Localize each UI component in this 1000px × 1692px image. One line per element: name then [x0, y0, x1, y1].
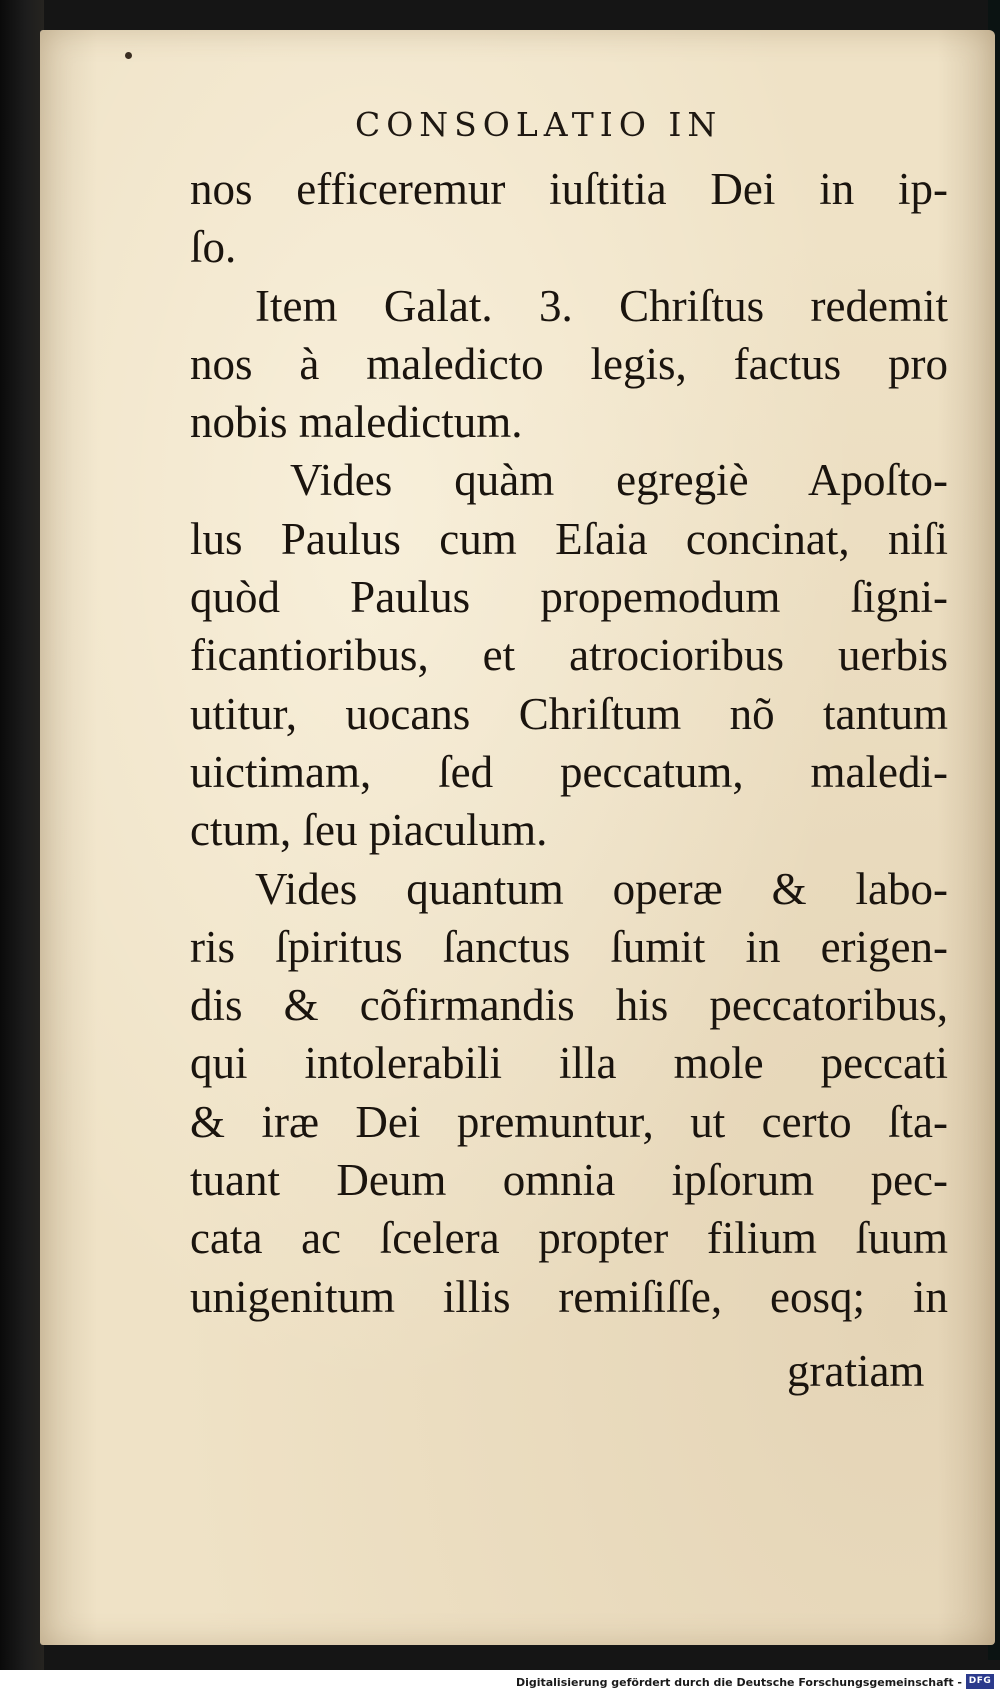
body-text [190, 160, 948, 1326]
catchword: gratiam [787, 1346, 925, 1396]
dfg-logo: DFG [966, 1674, 994, 1689]
text-line: nos à maledicto legis, factus pro [190, 338, 948, 389]
funding-credit: Digitalisierung gefördert durch die Deutsche Forschungsgemeinschaft - [515, 1676, 962, 1689]
running-head: CONSOLATIO IN [355, 105, 723, 144]
text-line: nos efficeremur iuſtitia Dei in ip- [190, 164, 948, 214]
text-line: cata ac ſcelera propter filium ſuum [190, 1213, 948, 1264]
text-line: ris ſpiritus ſanctus ſumit in erigen- [190, 921, 948, 972]
text-line: nobis maledictum. [190, 397, 523, 448]
text-line: unigenitum illis remiſiſſe, eosq; in [190, 1271, 948, 1322]
text-line: qui intolerabili illa mole peccati [190, 1038, 948, 1089]
book-spine [0, 0, 44, 1692]
text-line: lus Paulus cum Eſaia concinat, niſi [190, 513, 948, 564]
text-line: uictimam, ſed peccatum, maledi- [190, 746, 948, 797]
text-line: & iræ Dei premuntur, ut certo ſta- [190, 1096, 948, 1147]
text-line: ficantioribus, et atrocioribus uerbis [190, 630, 948, 681]
text-line: quòd Paulus propemodum ſigni- [190, 572, 948, 623]
text-line: utitur, uocans Chriſtum nõ tantum [190, 688, 948, 739]
text-line: ctum, ſeu piaculum. [190, 805, 548, 856]
text-line: Item Galat. 3. Chriſtus redemit [255, 280, 948, 331]
text-line: Vides quàm egregiè Apoſto- [290, 455, 948, 506]
text-line: tuant Deum omnia ipſorum pec- [190, 1155, 948, 1206]
page-mark [125, 52, 132, 59]
text-line: dis & cõfirmandis his peccatoribus, [190, 980, 948, 1031]
footer-bar [0, 1670, 1000, 1692]
text-line: ſo. [190, 222, 237, 273]
text-line: Vides quantum operæ & labo- [255, 863, 948, 914]
